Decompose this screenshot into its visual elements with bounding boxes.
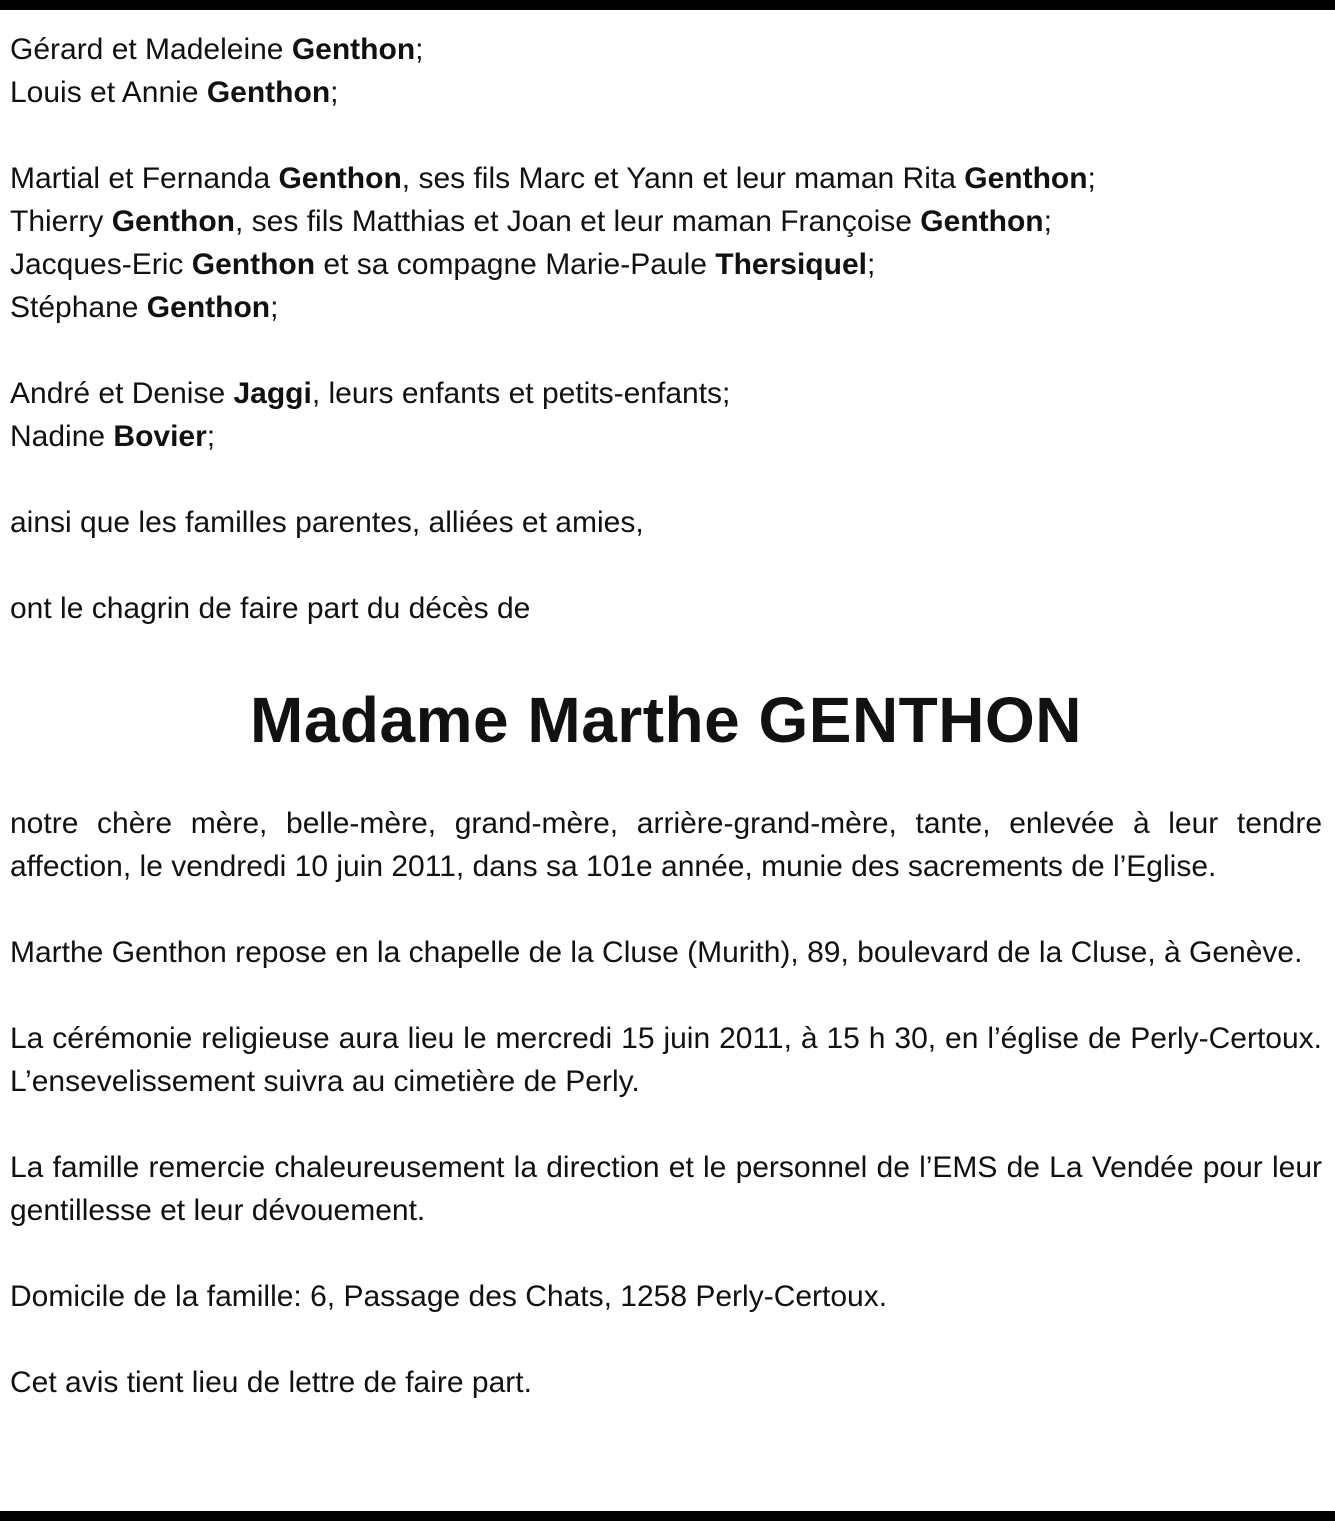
family-surname: Genthon xyxy=(920,205,1044,238)
deceased-name-heading: Madame Marthe GENTHON xyxy=(250,684,1082,756)
family-line-text: Jacques-Eric xyxy=(10,248,192,281)
family-line-suffix: ; xyxy=(270,291,279,324)
family-surname: Genthon xyxy=(206,76,331,109)
chagrin-line: ont le chagrin de faire part du décès de xyxy=(10,592,531,625)
spacer xyxy=(10,1103,1322,1146)
family-line xyxy=(10,286,1322,329)
family-line-suffix: ; xyxy=(1043,205,1052,238)
spacer xyxy=(10,1232,1322,1275)
top-border-rule xyxy=(0,0,1335,10)
spacer xyxy=(10,329,1322,372)
spacer xyxy=(10,974,1322,1017)
spacer xyxy=(10,1318,1322,1361)
family-line-text: Thierry xyxy=(10,205,112,238)
family-line-text: Martial et Fernanda xyxy=(10,162,279,195)
ainsi-line: ainsi que les familles parentes, alliées et amies, xyxy=(10,506,644,539)
family-surname: Genthon xyxy=(146,291,271,324)
family-line-text: André et Denise xyxy=(10,377,234,410)
family-line xyxy=(10,71,1322,114)
family-line-text: et sa compagne Marie-Paule xyxy=(315,248,716,281)
family-line-suffix: ; xyxy=(1087,162,1096,195)
family-line xyxy=(10,157,1322,200)
ceremony-paragraph: La cérémonie religieuse aura lieu le mercredi 15 juin 2011, à 15 h 30, en l’église de Perly-Certoux. L’ensevelissement suivra au cimetière de Perly. xyxy=(10,1022,1322,1098)
family-line-text: Gérard et Madeleine xyxy=(10,33,292,66)
family-line xyxy=(10,415,1322,458)
family-surname: Genthon xyxy=(278,162,402,195)
family-line xyxy=(10,243,1322,286)
family-line-text: , ses fils Marc et Yann et leur maman Rita xyxy=(401,162,965,195)
family-line xyxy=(10,28,1322,71)
family-line xyxy=(10,372,1322,415)
bottom-border-rule xyxy=(0,1511,1335,1521)
family-surname: Jaggi xyxy=(233,377,312,410)
family-line-suffix: ; xyxy=(330,76,339,109)
family-surname: Genthon xyxy=(191,248,316,281)
family-line-suffix: ; xyxy=(866,248,876,281)
family-surname: Thersiquel xyxy=(715,248,867,281)
family-surname: Genthon xyxy=(111,205,235,238)
family-line-text: Nadine xyxy=(10,420,114,453)
family-surname: Bovier xyxy=(113,420,207,453)
family-line-suffix: ; xyxy=(206,420,216,453)
spacer xyxy=(10,544,1322,587)
repose-paragraph: Marthe Genthon repose en la chapelle de la Cluse (Murith), 89, boulevard de la Cluse, à Genève. xyxy=(10,936,1303,969)
family-line-suffix: , leurs enfants et petits-enfants; xyxy=(311,377,731,410)
spacer xyxy=(10,114,1322,157)
notice-paragraph: Cet avis tient lieu de lettre de faire part. xyxy=(10,1366,532,1399)
family-line-text: Louis et Annie xyxy=(10,76,207,109)
family-surname: Genthon xyxy=(964,162,1088,195)
family-line-text: Stéphane xyxy=(10,291,147,324)
intro-paragraph: notre chère mère, belle-mère, grand-mère, arrière-grand-mère, tante, enlevée à leur tendre affection, le vendredi 10 juin 2011, dans sa 101e année, munie des sacrements de l’Eglise. xyxy=(10,807,1322,883)
spacer xyxy=(10,888,1322,931)
spacer xyxy=(10,458,1322,501)
family-line xyxy=(10,200,1322,243)
family-surname: Genthon xyxy=(291,33,416,66)
family-line-text: , ses fils Matthias et Joan et leur maman Françoise xyxy=(235,205,921,238)
family-line-suffix: ; xyxy=(415,33,424,66)
thanks-paragraph: La famille remercie chaleureusement la direction et le personnel de l’EMS de La Vendée pour leur gentillesse et leur dévouement. xyxy=(10,1151,1322,1227)
obituary-notice xyxy=(10,28,1322,1404)
domicile-paragraph: Domicile de la famille: 6, Passage des Chats, 1258 Perly-Certoux. xyxy=(10,1280,888,1313)
